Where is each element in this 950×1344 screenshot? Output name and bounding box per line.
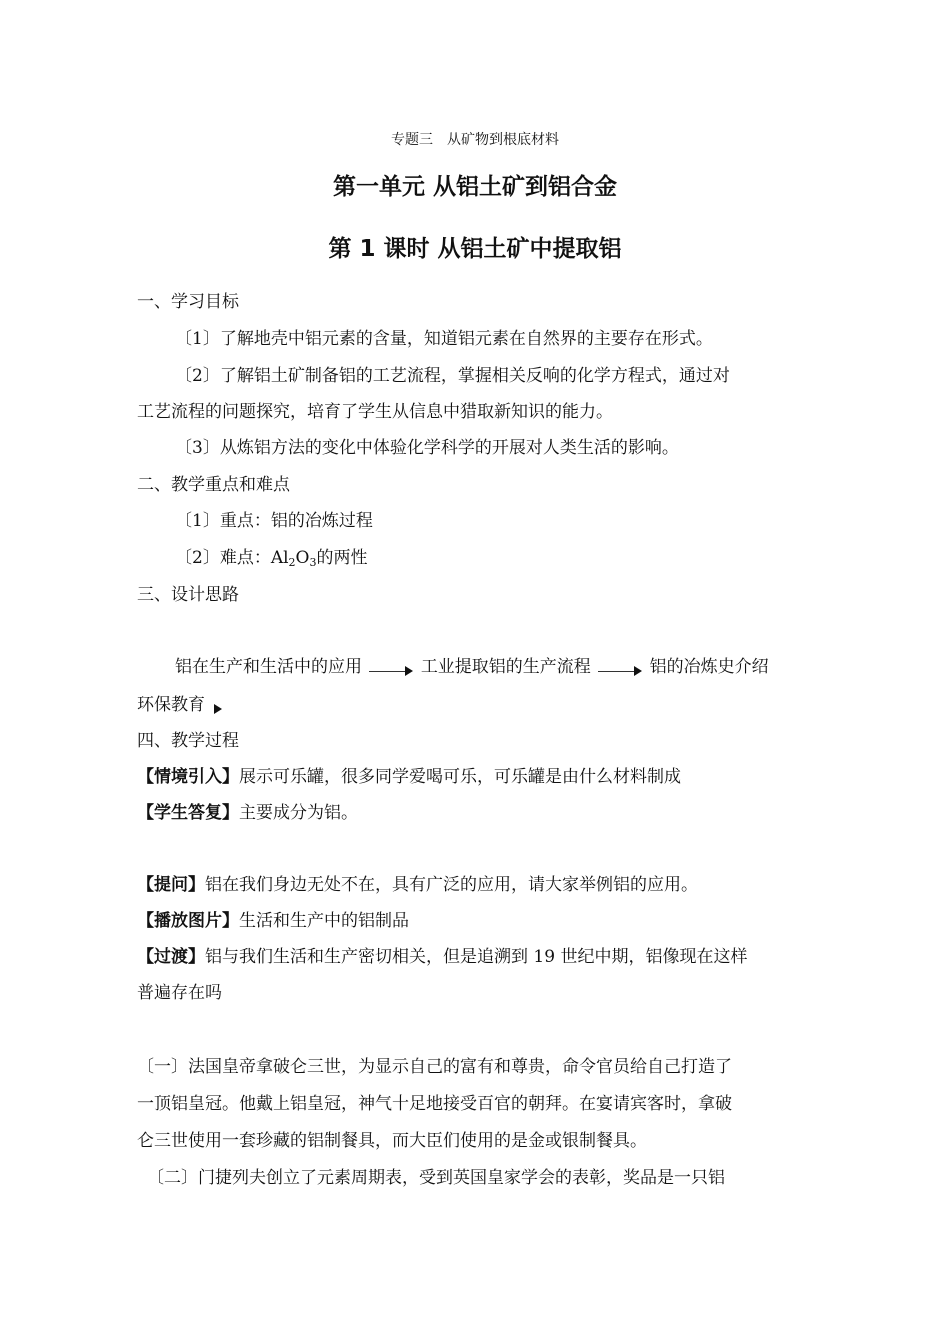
difficulty-text: 的两性 [316, 548, 368, 568]
process-text: 铝在我们身边无处不在，具有广泛的应用，请大家举例铝的应用。 [205, 875, 698, 895]
process-text: 展示可乐罐，很多同学爱喝可乐，可乐罐是由什么材料制成 [239, 767, 681, 787]
flow-step-1: 铝在生产和生活中的应用 [175, 657, 362, 677]
process-transition [137, 946, 747, 968]
difficulty-text: O [295, 548, 310, 568]
process-text: 主要成分为铝。 [239, 803, 358, 823]
tag-label: 【学生答复】 [137, 803, 239, 823]
goal-item-2-cont: 工艺流程的问题探究，培育了学生从信息中猎取新知识的能力。 [137, 402, 613, 422]
process-question [137, 874, 698, 896]
tag-label: 【过渡】 [137, 947, 205, 967]
topic-header: 专题三 从矿物到根底材料 [391, 132, 559, 148]
section-teaching-process: 四、教学过程 [137, 731, 239, 751]
flow-step-3: 铝的冶炼史介绍 [649, 657, 769, 677]
flow-step-4: 环保教育 [137, 695, 205, 715]
story-line-4: 〔二〕门捷列夫创立了元素周期表，受到英国皇家学会的表彰，奖品是一只铝 [147, 1168, 725, 1188]
difficulty-item [175, 547, 367, 574]
design-flow [175, 656, 769, 680]
arrow-icon [214, 704, 222, 714]
arrow-icon [598, 659, 642, 677]
story-line-2: 一顶铝皇冠。他戴上铝皇冠，神气十足地接受百官的朝拜。在宴请宾客时，拿破 [137, 1094, 732, 1114]
goal-item-3: 〔3〕从炼铝方法的变化中体验化学科学的开展对人类生活的影响。 [175, 438, 679, 458]
unit-title: 第一单元 从铝土矿到铝合金 [332, 174, 617, 200]
process-show-images [137, 910, 409, 932]
tag-label: 【提问】 [137, 875, 205, 895]
process-text: 生活和生产中的铝制品 [239, 911, 409, 931]
process-transition-cont: 普遍存在吗 [137, 983, 222, 1003]
section-key-points: 二、教学重点和难点 [137, 475, 290, 495]
subscript: 2 [288, 556, 296, 569]
section-learning-goals: 一、学习目标 [137, 292, 239, 312]
tag-label: 【播放图片】 [137, 911, 239, 931]
section-design-idea: 三、设计思路 [137, 585, 239, 605]
key-point-item: 〔1〕重点：铝的冶炼过程 [175, 511, 373, 531]
process-student-answer [137, 802, 358, 824]
lesson-title: 第 1 课时 从铝土矿中提取铝 [328, 236, 622, 262]
story-line-1: 〔一〕法国皇帝拿破仑三世，为显示自己的富有和尊贵，命令官员给自己打造了 [137, 1057, 732, 1077]
subscript: 3 [309, 556, 317, 569]
process-text: 铝与我们生活和生产密切相关，但是追溯到 19 世纪中期，铝像现在这样 [205, 947, 748, 967]
process-context-intro [137, 766, 681, 788]
difficulty-text: 〔2〕难点：Al [175, 548, 289, 568]
story-line-3: 仑三世使用一套珍藏的铝制餐具，而大臣们使用的是金或银制餐具。 [137, 1131, 647, 1151]
arrow-icon [369, 659, 413, 677]
tag-label: 【情境引入】 [137, 767, 239, 787]
flow-step-2: 工业提取铝的生产流程 [420, 657, 591, 677]
goal-item-2: 〔2〕了解铝土矿制备铝的工艺流程，掌握相关反响的化学方程式，通过对 [175, 366, 730, 386]
goal-item-1: 〔1〕了解地壳中铝元素的含量，知道铝元素在自然界的主要存在形式。 [175, 329, 713, 349]
